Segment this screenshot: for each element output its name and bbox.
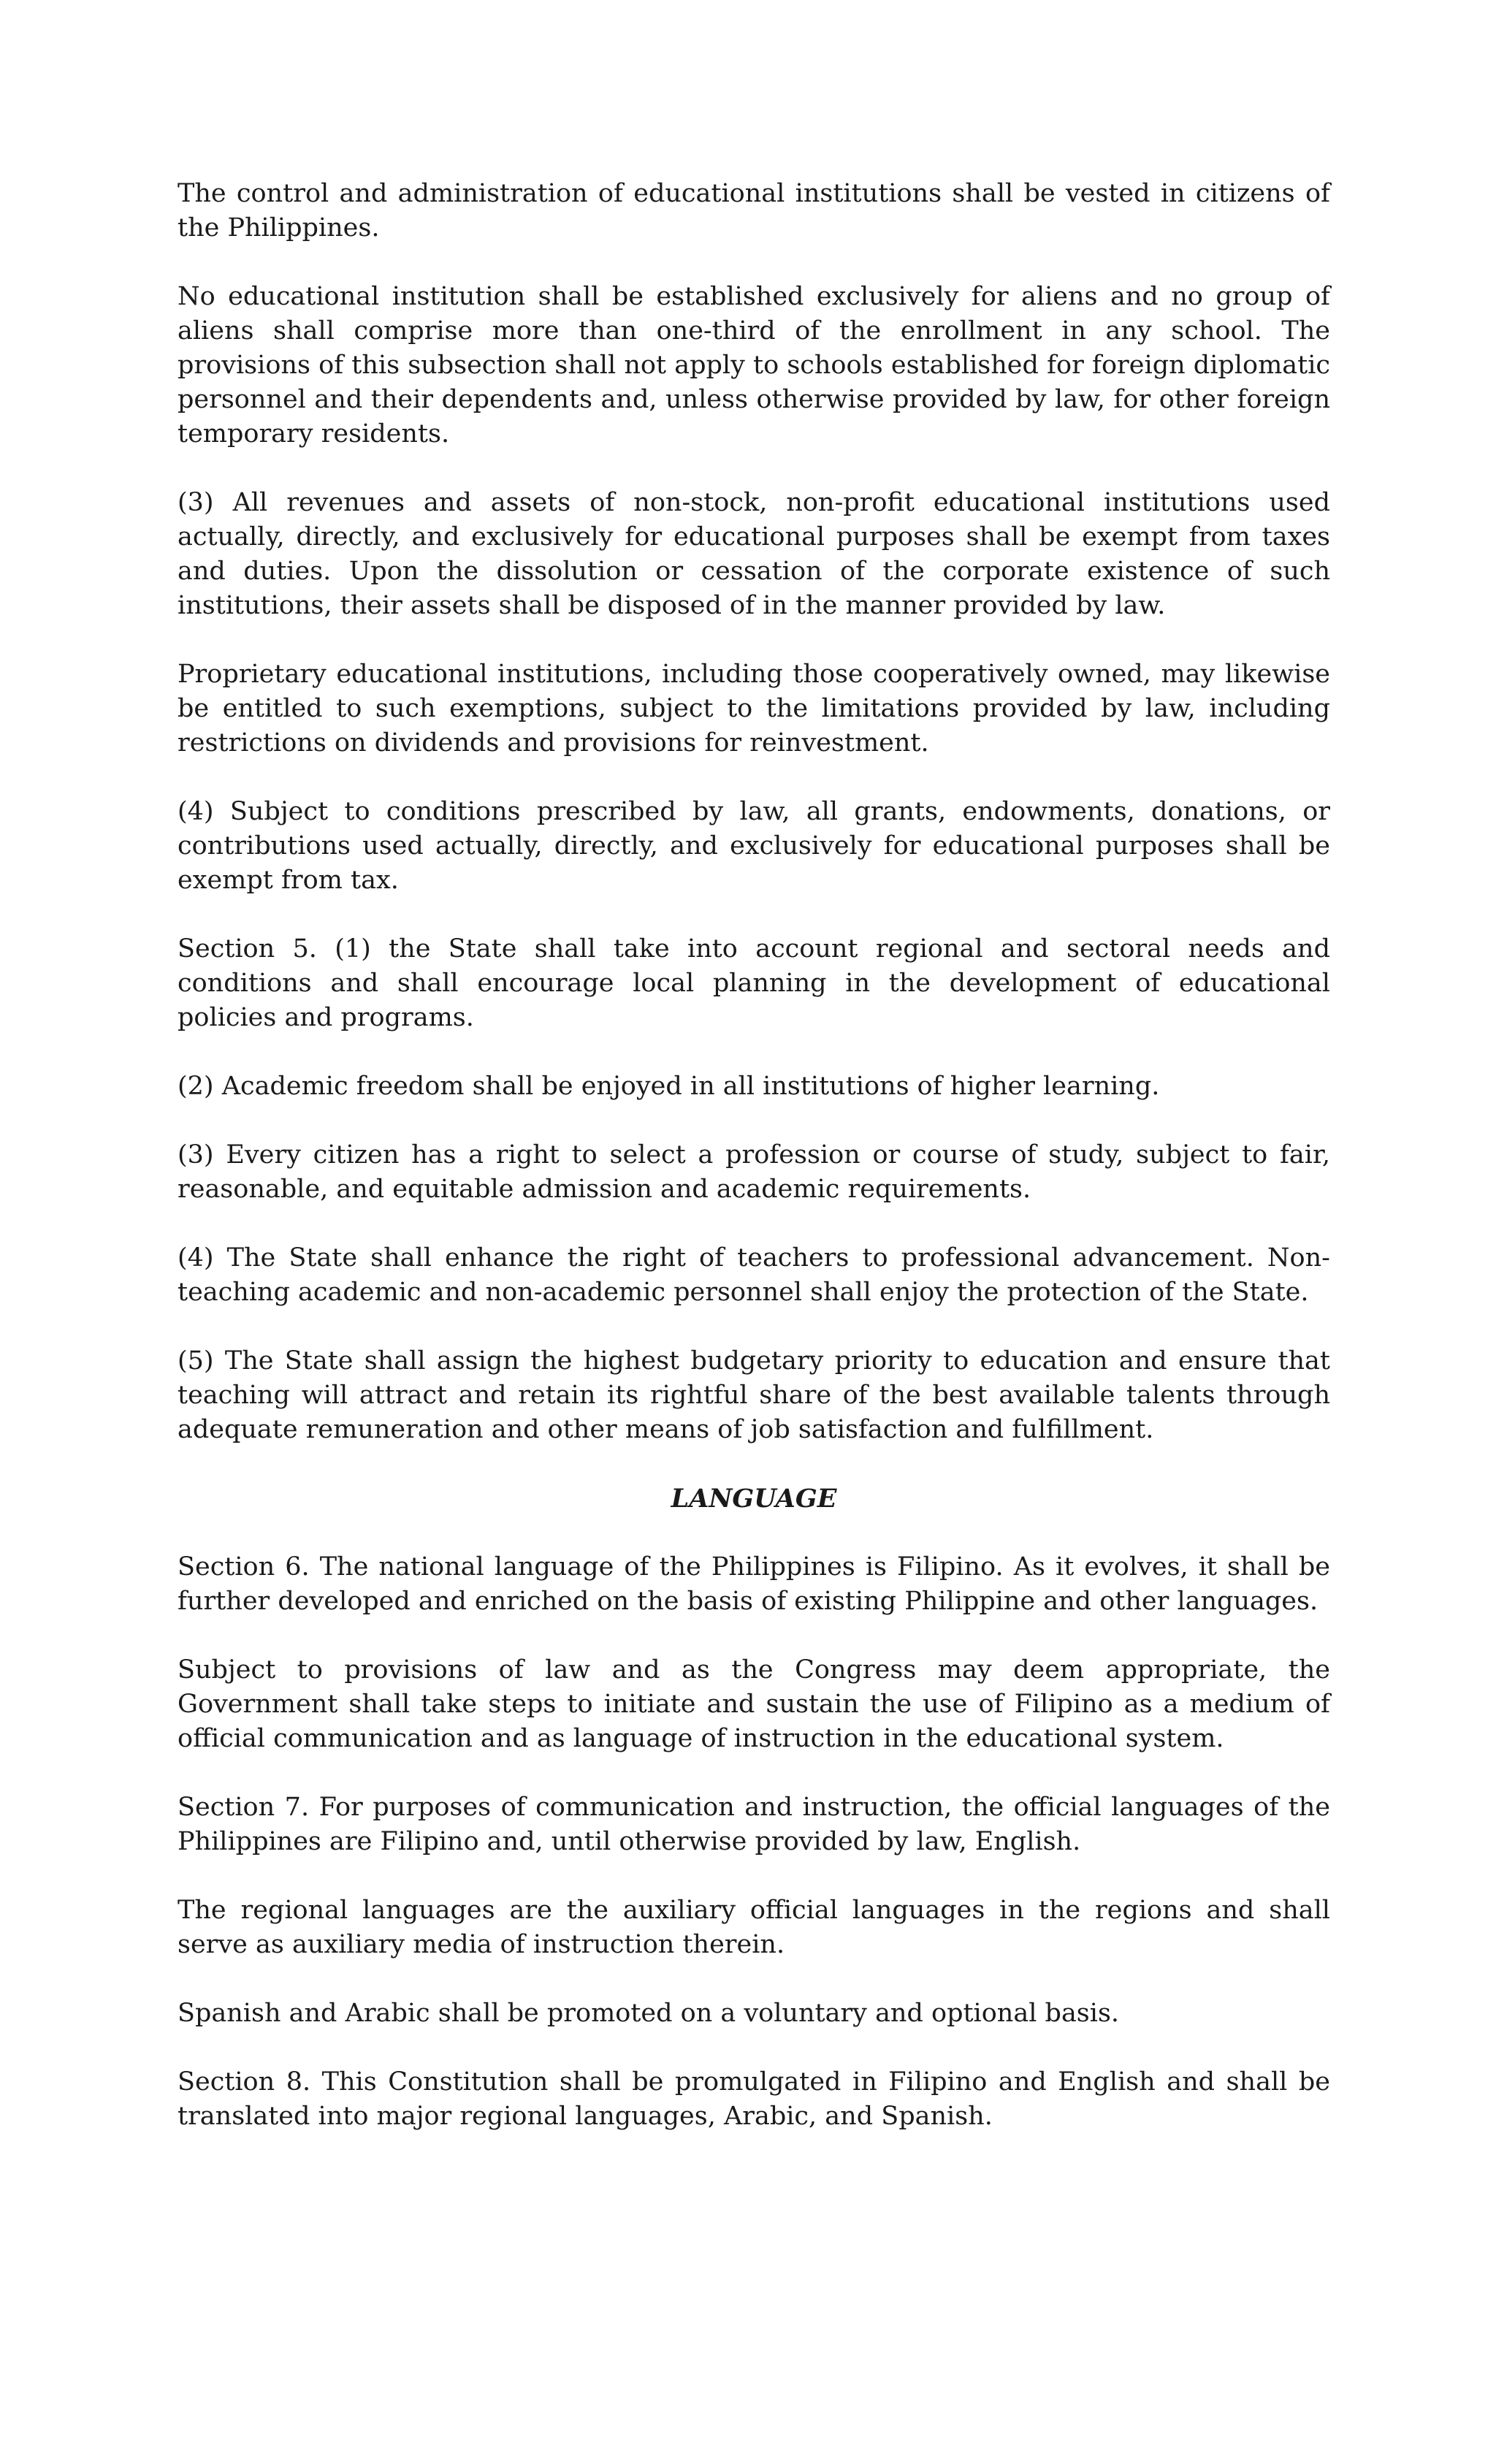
paragraph: Section 7. For purposes of communication and instruction, the official languages of the Philippines are Filipino and, until otherwise provided by law, English.	[178, 1793, 1330, 1856]
document-body	[178, 177, 1330, 2168]
paragraph: (5) The State shall assign the highest budgetary priority to education and ensure that teaching will attract and retain its rightful share of the best available talents through adequate remuneration and other means of job satisfaction and fulfillment.	[178, 1346, 1330, 1444]
paragraph: Proprietary educational institutions, including those cooperatively owned, may likewise be entitled to such exemptions, subject to the limitations provided by law, including restrictions on dividends and provisions for reinvestment.	[178, 660, 1330, 758]
paragraph: No educational institution shall be established exclusively for aliens and no group of aliens shall comprise more than one-third of the enrollment in any school. The provisions of this subsection shall not apply to schools established for foreign diplomatic personnel and their dependents and, unless otherwise provided by law, for other foreign temporary residents.	[178, 282, 1330, 449]
paragraph: The regional languages are the auxiliary official languages in the regions and shall serve as auxiliary media of instruction therein.	[178, 1896, 1330, 1959]
paragraph: Section 5. (1) the State shall take into account regional and sectoral needs and conditions and shall encourage local planning in the development of educational policies and programs.	[178, 934, 1330, 1032]
paragraph: The control and administration of educational institutions shall be vested in citizens of the Philippines.	[178, 179, 1330, 243]
paragraph: Spanish and Arabic shall be promoted on a voluntary and optional basis.	[178, 1999, 1120, 2028]
paragraph: (4) Subject to conditions prescribed by law, all grants, endowments, donations, or contributions used actually, directly, and exclusively for educational purposes shall be exempt from tax.	[178, 797, 1330, 895]
paragraph: (4) The State shall enhance the right of teachers to professional advancement. Non-teaching academic and non-academic personnel shall enjoy the protection of the State.	[178, 1243, 1330, 1307]
paragraph: (3) Every citizen has a right to select a profession or course of study, subject to fair, reasonable, and equitable admission and academic requirements.	[178, 1140, 1330, 1204]
paragraph: (2) Academic freedom shall be enjoyed in all institutions of higher learning.	[178, 1072, 1160, 1101]
paragraph: Section 8. This Constitution shall be promulgated in Filipino and English and shall be translated into major regional languages, Arabic, and Spanish.	[178, 2067, 1330, 2131]
section-heading: LANGUAGE	[671, 1484, 837, 1514]
paragraph: (3) All revenues and assets of non-stock, non-profit educational institutions used actually, directly, and exclusively for educational purposes shall be exempt from taxes and duties. Upon the dissolution or cessation of the corporate existence of such institutions, their assets shall be disposed of in the manner provided by law.	[178, 488, 1330, 620]
paragraph: Section 6. The national language of the Philippines is Filipino. As it evolves, it shall be further developed and enriched on the basis of existing Philippine and other languages.	[178, 1552, 1330, 1616]
paragraph: Subject to provisions of law and as the Congress may deem appropriate, the Government shall take steps to initiate and sustain the use of Filipino as a medium of official communication and as language of instruction in the educational system.	[178, 1655, 1330, 1753]
